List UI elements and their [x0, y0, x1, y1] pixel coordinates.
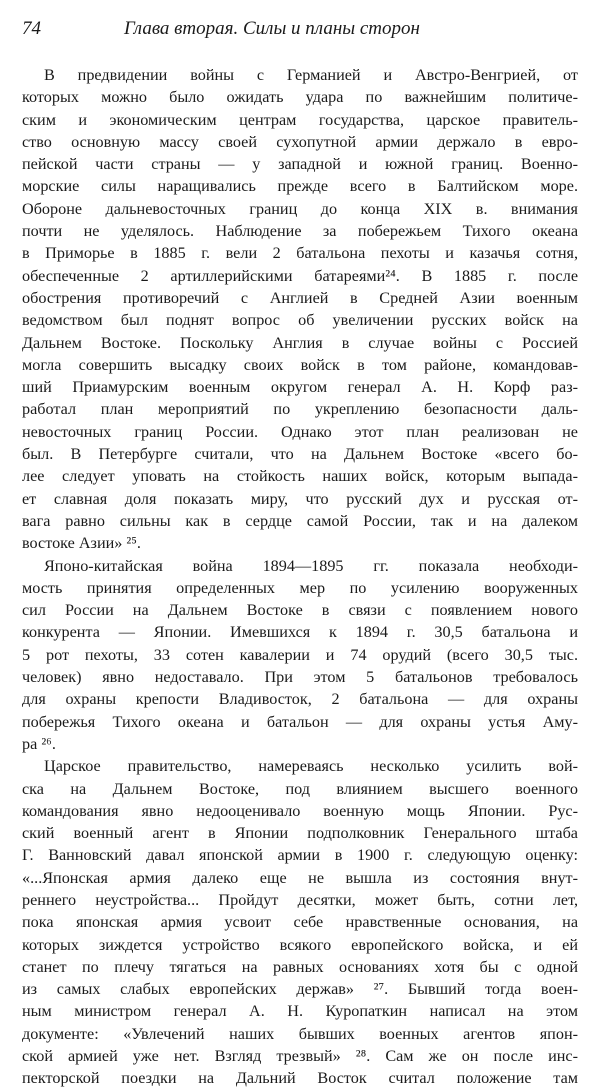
paragraph-2	[22, 555, 578, 756]
text-line: был. В Петербурге считали, что на Дальнем Востоке «всего бо-	[22, 445, 578, 464]
text-line: пейской части страны — у западной и южной границ. Военно-	[22, 155, 578, 174]
text-line: реннего неустройства... Пройдут десятки, может быть, сотни лет,	[22, 890, 578, 909]
text-line: работал план мероприятий по укреплению безопасности даль-	[22, 400, 578, 419]
text-line: ет славная доля показать миру, что русский дух и русская от-	[22, 489, 578, 508]
text-line: «...Японская армия далеко еще не вышла из состояния внут-	[22, 868, 578, 887]
text-line: могла совершить высадку своих войск в том районе, командовав-	[22, 355, 578, 374]
text-line: 5 рот пехоты, 33 сотен кавалерии и 74 орудий (всего 30,5 тыс.	[22, 645, 578, 664]
text-line: конкурента — Японии. Имевшихся к 1894 г. 30,5 батальона и	[22, 623, 578, 642]
text-line: в Приморье в 1885 г. вели 2 батальона пехоты и казачья сотня,	[22, 244, 578, 263]
text-line: которых зиждется устройство всякого европейского войска, и ей	[22, 935, 578, 954]
text-line: Дальнем Востоке. Поскольку Англия в случае войны с Россией	[22, 333, 578, 352]
book-page	[22, 14, 578, 1090]
text-line: Обороне дальневосточных границ до конца XIX в. внимания	[22, 199, 578, 218]
text-line: востоке Азии» ²⁵.	[22, 534, 141, 553]
text-line: Японо-китайская война 1894—1895 гг. показала необходи-	[44, 556, 578, 575]
paragraph-3	[22, 755, 578, 1089]
paragraph-1	[22, 64, 578, 555]
text-line: которых можно было ожидать удара по важнейшим политиче-	[22, 88, 578, 107]
text-line: мость принятия определенных мер по усилению вооруженных	[22, 578, 578, 597]
text-line: невосточных границ России. Однако этот план реализован не	[22, 422, 578, 441]
text-line: пока японская армия усвоит себе нравственные основания, на	[22, 913, 578, 932]
text-line: В предвидении войны с Германией и Австро-Венгрией, от	[44, 66, 578, 84]
running-head	[22, 14, 578, 44]
text-line: ра ²⁶.	[22, 734, 56, 753]
text-line: побережья Тихого океана и батальон — для охраны устья Аму-	[22, 712, 578, 731]
text-line: лее следует уповать на стойкость наших войск, которым выпада-	[22, 467, 578, 486]
text-line: Г. Ванновский давал японской армии в 1900 г. следующую оценку:	[22, 846, 578, 865]
text-line: сил России на Дальнем Востоке в связи с появлением нового	[22, 601, 578, 620]
text-line: командования явно недооценивало военную мощь Японии. Рус-	[22, 801, 578, 820]
text-line: документе: «Увлечений наших бывших военных агентов япон-	[22, 1024, 578, 1043]
chapter-title: Глава вторая. Силы и планы сторон	[124, 18, 420, 39]
text-line: ска на Дальнем Востоке, под влиянием высшего военного	[22, 779, 578, 798]
page-number: 74	[22, 18, 41, 39]
text-line: ской армией уже нет. Взгляд трезвый» ²⁸. Сам же он после инс-	[22, 1047, 578, 1066]
text-line: ство основную массу своей сухопутной армии держало в евро-	[22, 132, 578, 151]
text-line: ский военный агент в Японии подполковник Генерального штаба	[22, 824, 578, 843]
text-line: ским и экономическим центрам государства, царское правитель-	[22, 110, 578, 129]
text-line: человек) явно недоставало. При этом 5 батальонов требовалось	[22, 668, 578, 687]
text-line: почти не уделялось. Наблюдение за побережьем Тихого океана	[22, 222, 578, 241]
text-line: обеспеченные 2 артиллерийскими батареями²⁴. В 1885 г. после	[22, 266, 578, 285]
text-line: для охраны крепости Владивосток, 2 батальона — для охраны	[22, 690, 578, 709]
text-line: пекторской поездки на Дальний Восток считал положение там	[22, 1069, 578, 1088]
text-line: обострения противоречий с Англией в Средней Азии военным	[22, 288, 578, 307]
text-line: Царское правительство, намереваясь несколько усилить вой-	[44, 757, 578, 776]
text-line: ведомством был поднят вопрос об увеличении русских войск на	[22, 311, 578, 330]
body-text	[22, 64, 578, 1090]
text-line: станет по плечу тягаться на равных основаниях хотя бы с одной	[22, 957, 578, 976]
text-line: ным министром генерал А. Н. Куропаткин написал на этом	[22, 1002, 578, 1021]
text-line: вага равно сильны как в сердце самой России, так и на далеком	[22, 511, 578, 530]
text-line: из самых слабых европейских держав» ²⁷. Бывший тогда воен-	[22, 980, 578, 999]
text-line: ший Приамурским военным округом генерал А. Н. Корф раз-	[22, 378, 578, 397]
text-line: морские силы наращивались прежде всего в Балтийском море.	[22, 177, 578, 196]
